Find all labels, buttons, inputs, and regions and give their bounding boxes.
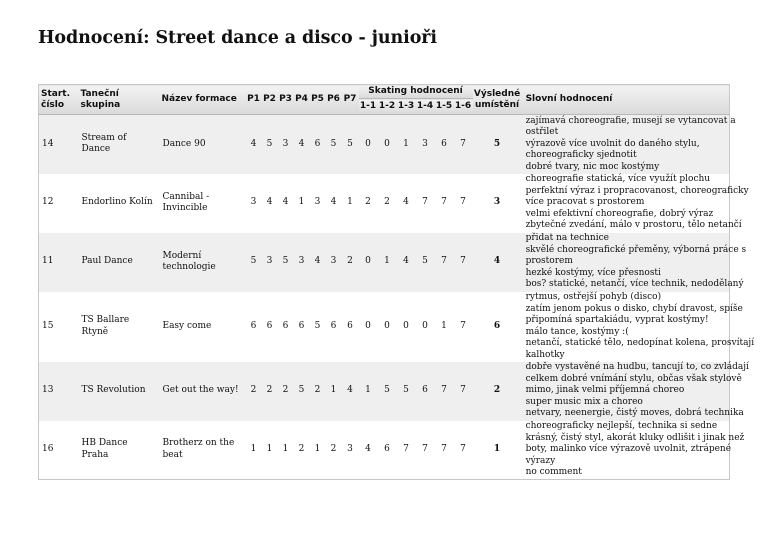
table-row	[39, 233, 730, 292]
comment-line: krásný, čistý styl, akorát kluky odlišit i jinak než	[525, 432, 745, 443]
skating-score: 7	[435, 233, 454, 292]
comment-line: zbytečné zvedání, málo v prostoru, tělo netančí	[525, 220, 742, 231]
header-judge-3: P3	[278, 85, 294, 115]
judge-score: 1	[326, 362, 342, 421]
judge-score: 4	[342, 362, 359, 421]
comment-line: choreograficky nejlepší, technika si sedne	[525, 421, 718, 431]
dance-group: Endorlino Kolín	[79, 174, 160, 233]
skating-score: 0	[378, 292, 397, 362]
judge-score: 3	[246, 174, 262, 233]
header-judge-2: P2	[262, 85, 278, 115]
header-formation: Název formace	[160, 85, 246, 115]
comment-line: málo tance, kostýmy :(	[525, 326, 629, 337]
start-number: 15	[39, 292, 79, 362]
formation-name: Easy come	[160, 292, 246, 362]
comment-line: prostorem	[525, 256, 573, 267]
judge-score: 6	[326, 292, 342, 362]
comment-line: celkem dobré vnímání stylu, občas však stylově	[525, 373, 742, 384]
judge-score: 3	[278, 115, 294, 174]
formation-name: Moderní technologie	[160, 233, 246, 292]
judge-score: 2	[246, 362, 262, 421]
page-title: Hodnocení: Street dance a disco - junioři	[38, 28, 437, 48]
table-row	[39, 292, 730, 362]
header-row-top	[39, 85, 730, 99]
skating-score: 7	[454, 421, 473, 480]
formation-name: Brotherz on the beat	[160, 421, 246, 480]
comment-line: perfektní výraz i propracovanost, choreograficky	[525, 185, 749, 196]
dance-group: Stream of Dance	[79, 115, 160, 174]
judge-score: 2	[342, 233, 359, 292]
comment-line: dobře vystavěné na hudbu, tancují to, co zvládají	[525, 362, 749, 373]
comment-line: výrazy	[525, 455, 556, 466]
skating-score: 7	[435, 362, 454, 421]
comment-line: výrazově více uvolnit do daného stylu,	[525, 138, 700, 149]
skating-score: 7	[454, 292, 473, 362]
judge-score: 1	[278, 421, 294, 480]
results-table	[38, 84, 755, 480]
skating-score: 6	[416, 362, 435, 421]
skating-score: 4	[397, 233, 416, 292]
table-row	[39, 115, 730, 174]
skating-score: 7	[454, 174, 473, 233]
skating-score: 1	[397, 115, 416, 174]
dance-group: Paul Dance	[79, 233, 160, 292]
judge-score: 3	[262, 233, 278, 292]
skating-score: 7	[454, 233, 473, 292]
comment-line: hezké kostýmy, více přesnosti	[525, 267, 661, 278]
judge-score: 1	[310, 421, 326, 480]
skating-score: 4	[397, 174, 416, 233]
verbal-evaluation	[522, 362, 749, 421]
judge-score: 5	[342, 115, 359, 174]
formation-name: Dance 90	[160, 115, 246, 174]
judge-score: 5	[326, 115, 342, 174]
final-place: 4	[473, 233, 522, 292]
dance-group: TS Revolution	[79, 362, 160, 421]
judge-score: 3	[342, 421, 359, 480]
skating-score: 7	[416, 421, 435, 480]
skating-score: 6	[435, 115, 454, 174]
header-skating-1-4: 1-4	[416, 99, 435, 115]
final-place: 1	[473, 421, 522, 480]
start-number: 16	[39, 421, 79, 480]
judge-score: 6	[278, 292, 294, 362]
table-row	[39, 174, 730, 233]
table-row	[39, 421, 730, 480]
judge-score: 6	[294, 292, 310, 362]
comment-line: rytmus, ostřejší pohyb (disco)	[525, 292, 662, 302]
header-skating-1-1: 1-1	[359, 99, 378, 115]
comment-line: boty, malinko více výrazově uvolnit, ztrápené	[525, 444, 732, 454]
judge-score: 4	[310, 233, 326, 292]
comment-line: choreograficky sjednotit	[525, 150, 637, 160]
comment-line: dobré tvary, nic moc kostýmy	[525, 161, 660, 172]
formation-name: Get out the way!	[160, 362, 246, 421]
judge-score: 1	[246, 421, 262, 480]
skating-score: 0	[359, 233, 378, 292]
header-judge-6: P6	[326, 85, 342, 115]
header-skating-1-2: 1-2	[378, 99, 397, 115]
judge-score: 3	[326, 233, 342, 292]
judge-score: 4	[278, 174, 294, 233]
start-number: 14	[39, 115, 79, 174]
start-number: 12	[39, 174, 79, 233]
header-group: Taneční skupina	[79, 85, 160, 115]
comment-line: kalhotky	[525, 349, 565, 360]
comment-line: připomíná spartakiádu, vyprat kostýmy!	[525, 315, 709, 325]
judge-score: 2	[278, 362, 294, 421]
verbal-evaluation	[522, 421, 745, 480]
comment-line: netančí, statické tělo, nedopínat kolena, prosvítají	[525, 338, 755, 348]
header-judge-1: P1	[246, 85, 262, 115]
skating-score: 3	[416, 115, 435, 174]
skating-score: 5	[416, 233, 435, 292]
final-place: 3	[473, 174, 522, 233]
skating-score: 5	[397, 362, 416, 421]
skating-score: 4	[359, 421, 378, 480]
skating-score: 5	[378, 362, 397, 421]
header-judge-7: P7	[342, 85, 359, 115]
skating-score: 1	[378, 233, 397, 292]
header-place: Výsledné umístění	[473, 85, 522, 115]
skating-score: 0	[397, 292, 416, 362]
judge-score: 4	[294, 115, 310, 174]
final-place: 2	[473, 362, 522, 421]
judge-score: 6	[262, 292, 278, 362]
header-skating-1-3: 1-3	[397, 99, 416, 115]
header-skating-1-5: 1-5	[435, 99, 454, 115]
skating-score: 6	[378, 421, 397, 480]
skating-score: 7	[454, 362, 473, 421]
skating-score: 0	[378, 115, 397, 174]
judge-score: 6	[310, 115, 326, 174]
skating-score: 0	[359, 115, 378, 174]
skating-score: 7	[435, 174, 454, 233]
comment-line: více pracovat s prostorem	[525, 197, 645, 208]
comment-line: no comment	[525, 467, 582, 477]
final-place: 5	[473, 115, 522, 174]
judge-score: 1	[294, 174, 310, 233]
header-skating: Skating hodnocení	[359, 85, 473, 99]
skating-score: 7	[397, 421, 416, 480]
skating-score: 7	[416, 174, 435, 233]
judge-score: 5	[310, 292, 326, 362]
verbal-evaluation	[522, 115, 736, 174]
judge-score: 2	[310, 362, 326, 421]
skating-score: 7	[454, 115, 473, 174]
judge-score: 6	[246, 292, 262, 362]
header-judge-4: P4	[294, 85, 310, 115]
header-comment: Slovní hodnocení	[522, 85, 730, 115]
comment-line: super music mix a choreo	[525, 396, 643, 407]
verbal-evaluation	[522, 233, 747, 292]
skating-score: 0	[359, 292, 378, 362]
judge-score: 2	[262, 362, 278, 421]
skating-score: 2	[378, 174, 397, 233]
judge-score: 2	[294, 421, 310, 480]
skating-score: 1	[359, 362, 378, 421]
judge-score: 4	[326, 174, 342, 233]
judge-score: 6	[342, 292, 359, 362]
final-place: 6	[473, 292, 522, 362]
comment-line: skvělé choreografické přeměny, výborná práce s	[525, 244, 747, 255]
judge-score: 2	[326, 421, 342, 480]
skating-score: 7	[435, 421, 454, 480]
skating-score: 0	[416, 292, 435, 362]
comment-line: netvary, neenergie, čistý moves, dobrá technika	[525, 408, 744, 419]
judge-score: 1	[342, 174, 359, 233]
comment-line: zajímavá choreografie, musejí se vytancovat a	[525, 115, 736, 126]
comment-line: zatím jenom pokus o disko, chybí dravost, spíše	[525, 303, 743, 314]
header-skating-1-6: 1-6	[454, 99, 473, 115]
dance-group: HB Dance Praha	[79, 421, 160, 480]
judge-score: 4	[246, 115, 262, 174]
comment-line: velmi efektivní choreografie, dobrý výraz	[525, 208, 714, 219]
header-start: Start. číslo	[39, 85, 79, 115]
table-row	[39, 362, 730, 421]
judge-score: 5	[246, 233, 262, 292]
judge-score: 4	[262, 174, 278, 233]
judge-score: 1	[262, 421, 278, 480]
judge-score: 5	[278, 233, 294, 292]
comment-line: přidat na technice	[525, 233, 609, 244]
comment-line: mimo, jinak velmi příjemná choreo	[525, 385, 685, 396]
comment-line: bos? statické, netančí, více technik, nedodělaný	[525, 279, 744, 290]
start-number: 13	[39, 362, 79, 421]
verbal-evaluation	[522, 292, 755, 362]
comment-line: choreografie statická, více využít plochu	[525, 174, 711, 185]
skating-score: 1	[435, 292, 454, 362]
skating-score: 2	[359, 174, 378, 233]
comment-line: ostřilet	[525, 127, 559, 137]
judge-score: 3	[310, 174, 326, 233]
judge-score: 5	[262, 115, 278, 174]
header-judge-5: P5	[310, 85, 326, 115]
judge-score: 3	[294, 233, 310, 292]
start-number: 11	[39, 233, 79, 292]
dance-group: TS Ballare Rtyně	[79, 292, 160, 362]
judge-score: 5	[294, 362, 310, 421]
formation-name: Cannibal - Invincible	[160, 174, 246, 233]
verbal-evaluation	[522, 174, 749, 233]
